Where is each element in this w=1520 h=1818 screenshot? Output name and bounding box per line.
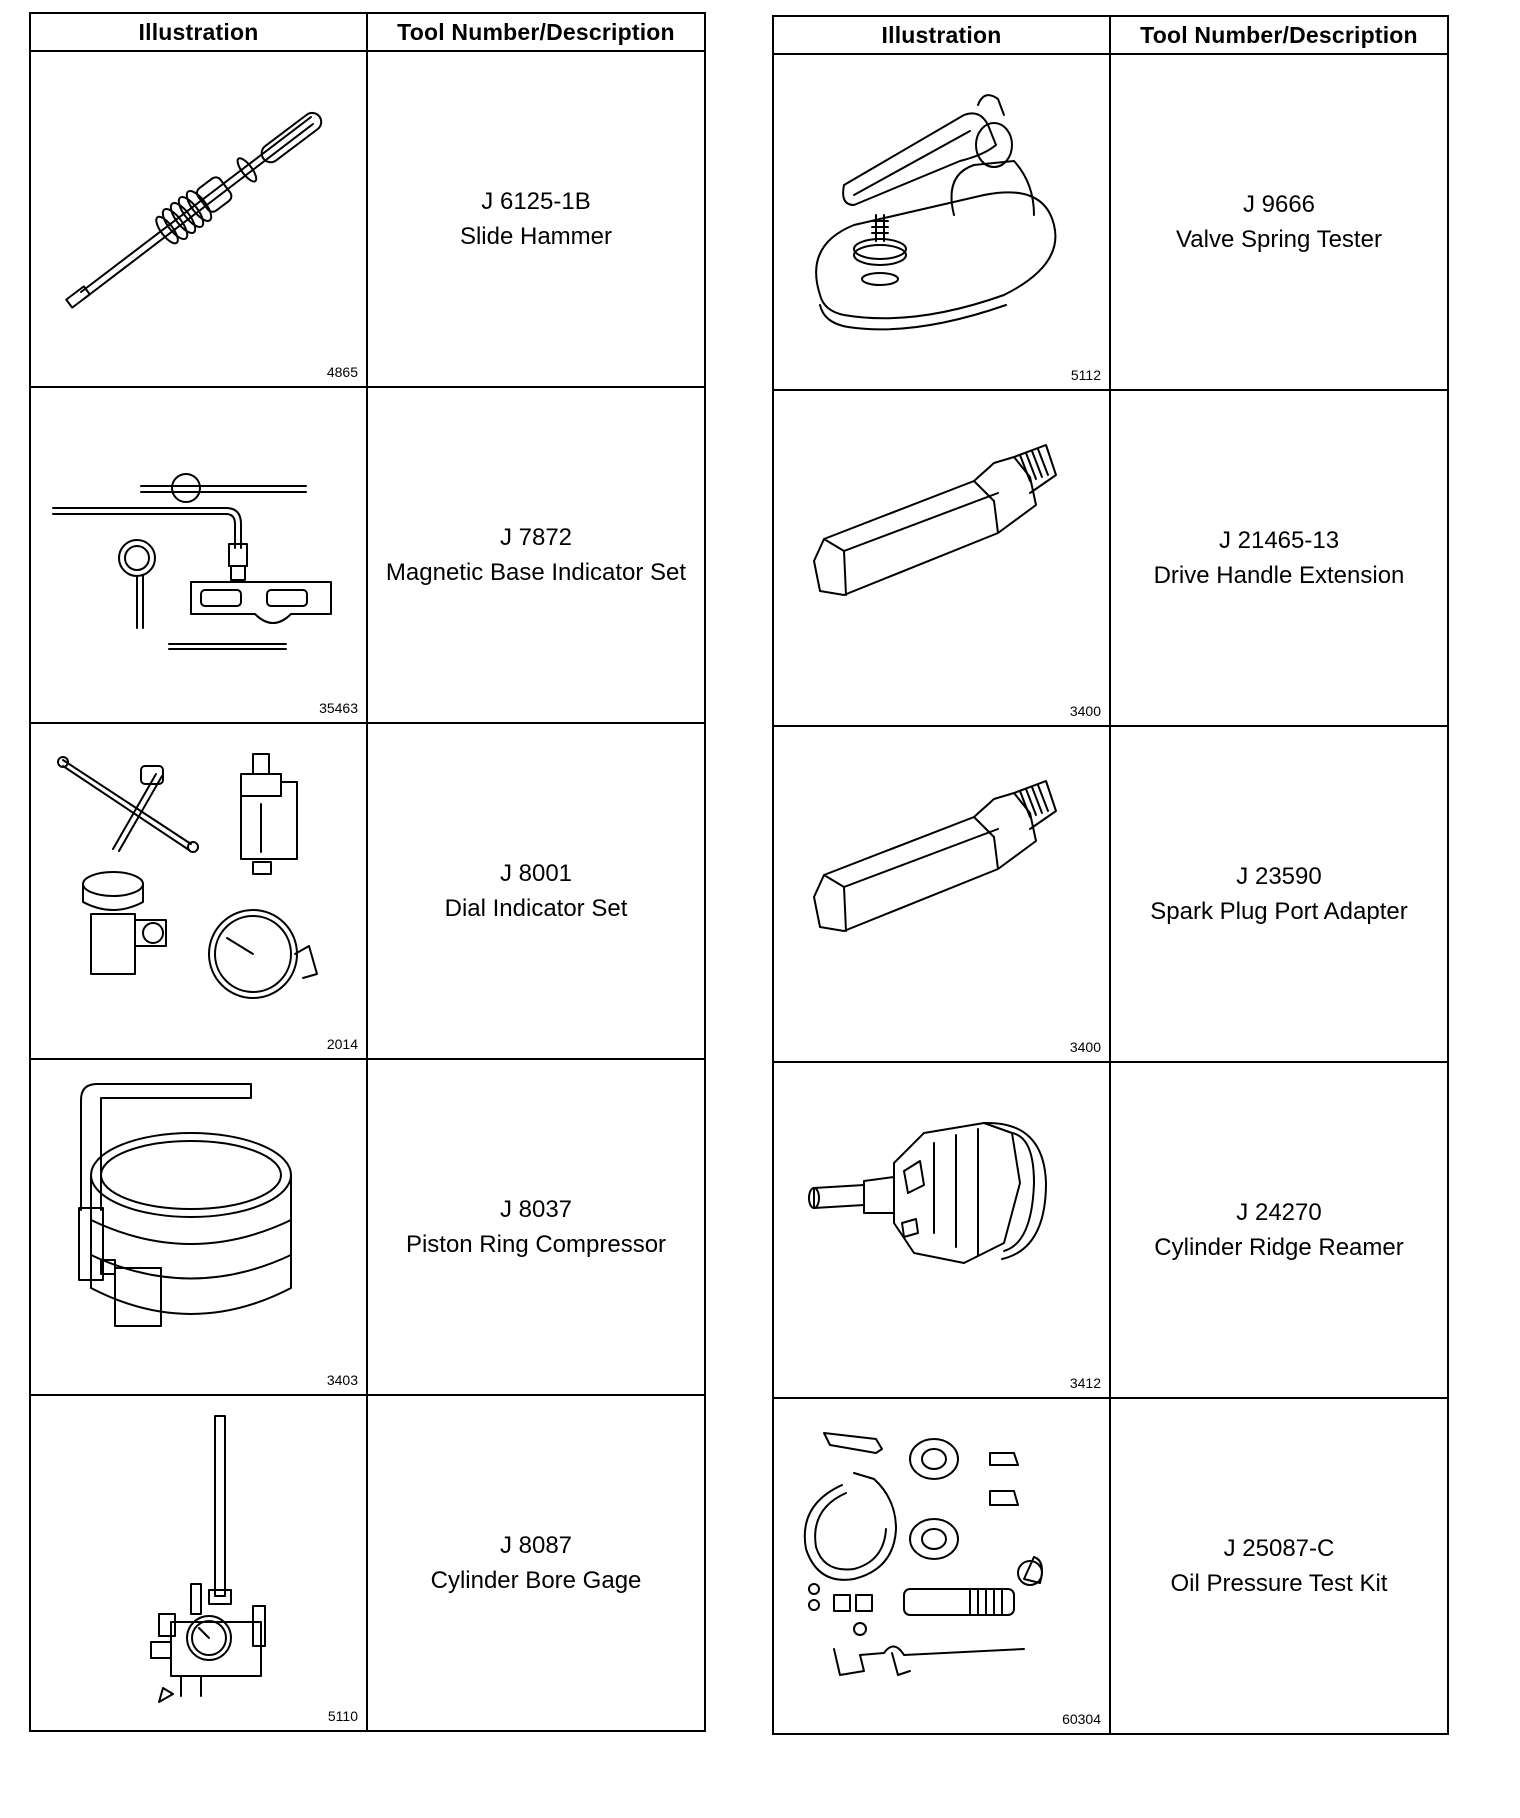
tool-number: J 21465-13 <box>1218 527 1340 554</box>
tool-description-cell <box>1110 54 1448 390</box>
tool-description-cell <box>367 51 705 387</box>
figure-number: 3400 <box>1069 703 1101 719</box>
figure-number: 3412 <box>1069 1375 1101 1391</box>
table-row <box>773 1398 1448 1734</box>
tool-description: Slide Hammer <box>459 223 613 250</box>
tool-description: Cylinder Ridge Reamer <box>1154 1234 1404 1261</box>
tool-description-cell <box>367 387 705 723</box>
illustration-cell <box>30 1395 367 1731</box>
tool-description: Oil Pressure Test Kit <box>1170 1570 1388 1597</box>
tool-description: Valve Spring Tester <box>1176 226 1382 253</box>
tool-description: Cylinder Bore Gage <box>430 1567 642 1594</box>
table-row <box>30 1059 705 1395</box>
magnetic-base-indicator-icon <box>41 398 351 698</box>
table-row <box>773 390 1448 726</box>
illustration-cell <box>773 1062 1110 1398</box>
header-illustration: Illustration <box>773 16 1110 54</box>
table-row <box>30 51 705 387</box>
slide-hammer-icon <box>41 62 351 362</box>
tool-description: Piston Ring Compressor <box>405 1231 667 1258</box>
tool-description-cell <box>1110 390 1448 726</box>
figure-number: 3400 <box>1069 1039 1101 1055</box>
tool-table-left <box>29 12 706 1732</box>
cylinder-ridge-reamer-icon <box>784 1073 1094 1373</box>
tool-number: J 25087-C <box>1223 1535 1335 1562</box>
table-row <box>30 387 705 723</box>
cylinder-bore-gage-icon <box>41 1406 351 1706</box>
illustration-cell <box>30 51 367 387</box>
tool-table-right <box>772 15 1449 1735</box>
illustration-cell <box>773 390 1110 726</box>
tool-description: Dial Indicator Set <box>444 895 628 922</box>
figure-number: 2014 <box>326 1036 358 1052</box>
tool-description-cell <box>1110 1398 1448 1734</box>
tool-number: J 8001 <box>499 860 573 887</box>
tool-description: Magnetic Base Indicator Set <box>385 559 687 586</box>
tool-number: J 6125-1B <box>481 188 591 215</box>
figure-number: 35463 <box>319 700 358 716</box>
illustration-cell <box>30 1059 367 1395</box>
header-illustration: Illustration <box>30 13 367 51</box>
tool-description-cell <box>367 1059 705 1395</box>
header-tool: Tool Number/Description <box>367 13 705 51</box>
tool-description: Drive Handle Extension <box>1153 562 1405 589</box>
figure-number: 5110 <box>327 1708 358 1724</box>
tool-number: J 8087 <box>499 1532 573 1559</box>
tool-description-cell <box>1110 1062 1448 1398</box>
illustration-cell <box>773 726 1110 1062</box>
oil-pressure-test-kit-icon <box>784 1409 1094 1709</box>
table-row <box>773 726 1448 1062</box>
table-row <box>773 1062 1448 1398</box>
tool-description-cell <box>367 723 705 1059</box>
illustration-cell <box>30 387 367 723</box>
tool-description-cell <box>367 1395 705 1731</box>
valve-spring-tester-icon <box>784 65 1094 365</box>
figure-number: 3403 <box>326 1372 358 1388</box>
dial-indicator-set-icon <box>41 734 351 1034</box>
figure-number: 4865 <box>326 364 358 380</box>
piston-ring-compressor-icon <box>41 1070 351 1370</box>
figure-number: 5112 <box>1070 367 1101 383</box>
illustration-cell <box>30 723 367 1059</box>
tool-number: J 9666 <box>1242 191 1316 218</box>
tool-number: J 24270 <box>1236 1199 1322 1226</box>
figure-number: 60304 <box>1062 1711 1101 1727</box>
drive-handle-extension-icon <box>784 401 1094 701</box>
tool-description: Spark Plug Port Adapter <box>1150 898 1408 925</box>
tool-number: J 7872 <box>499 524 573 551</box>
header-tool: Tool Number/Description <box>1110 16 1448 54</box>
tool-number: J 8037 <box>499 1196 573 1223</box>
tool-description-cell <box>1110 726 1448 1062</box>
spark-plug-port-adapter-icon <box>784 737 1094 1037</box>
table-row <box>30 1395 705 1731</box>
tool-number: J 23590 <box>1236 863 1322 890</box>
illustration-cell <box>773 54 1110 390</box>
table-row <box>30 723 705 1059</box>
illustration-cell <box>773 1398 1110 1734</box>
table-row <box>773 54 1448 390</box>
